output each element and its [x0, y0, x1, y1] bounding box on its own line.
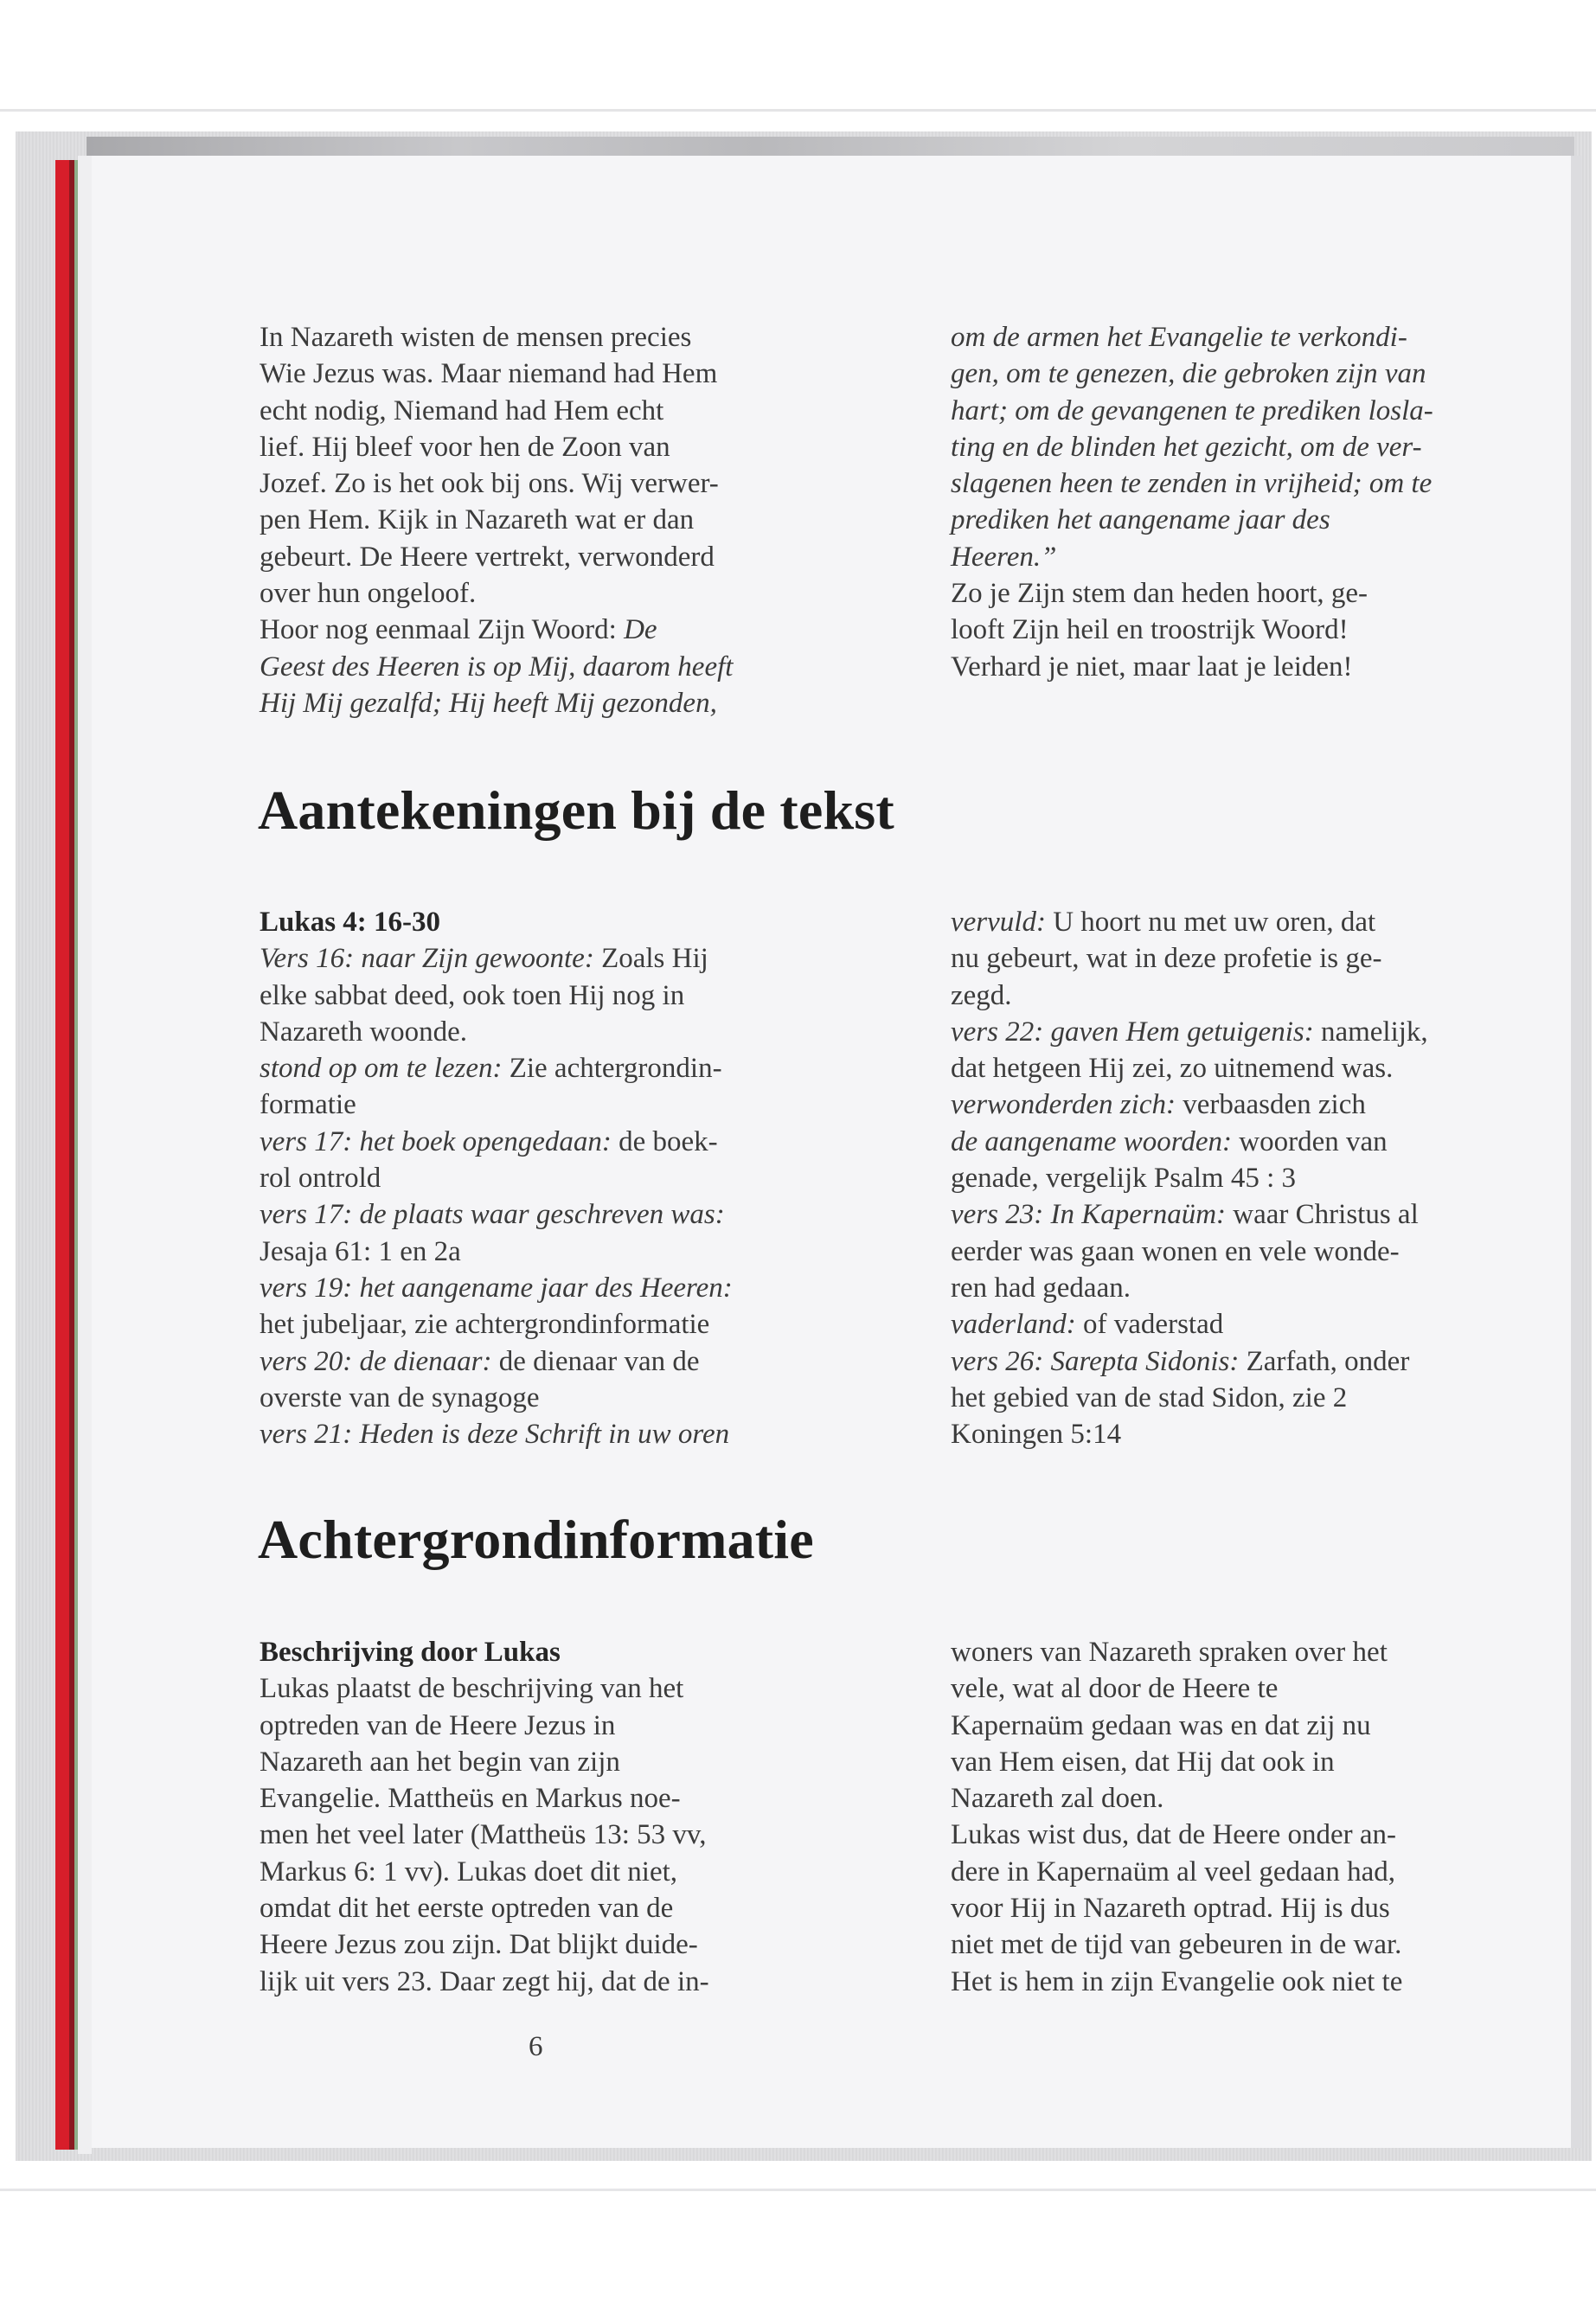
text-line: vele, wat al door de Heere te	[951, 1673, 1279, 1705]
text-line: om de armen het Evangelie te verkondi-	[951, 322, 1407, 353]
note-term: vers 17: de plaats waar geschreven was:	[260, 1199, 725, 1231]
text-line: optreden van de Heere Jezus in	[260, 1709, 616, 1741]
note-text: Zarfath, onder	[1239, 1345, 1410, 1377]
note-text: Zoals Hij	[593, 943, 708, 975]
background-left-column	[260, 1634, 865, 2000]
note-text: Jesaja 61: 1 en 2a	[260, 1235, 461, 1267]
text-line: Verhard je niet, maar laat je leiden!	[951, 651, 1353, 683]
note-text: zegd.	[951, 979, 1012, 1011]
text-line: dere in Kapernaüm al veel gedaan had,	[951, 1856, 1395, 1888]
note-text: waar Christus al	[1226, 1199, 1419, 1231]
note-line	[260, 1343, 865, 1380]
text-line: woners van Nazareth spraken over het	[951, 1637, 1388, 1668]
notes-left-column	[260, 904, 865, 1452]
text-line: prediken het aangename jaar des	[951, 504, 1330, 536]
note-line	[260, 1306, 865, 1343]
note-text: overste van de synagoge	[260, 1381, 540, 1413]
text-line: Evangelie. Mattheüs en Markus noe-	[260, 1783, 681, 1815]
text-line: omdat dit het eerste optreden van de	[260, 1893, 674, 1925]
note-line	[951, 1343, 1556, 1380]
text-line: In Nazareth wisten de mensen precies	[260, 322, 692, 353]
text-line: van Hem eisen, dat Hij dat ook in	[951, 1746, 1335, 1778]
page-edge	[78, 156, 92, 2154]
note-text: het jubeljaar, zie achtergrondinformatie	[260, 1309, 710, 1341]
text-line: Lukas wist dus, dat de Heere onder an-	[951, 1819, 1396, 1851]
note-line	[260, 1124, 865, 1160]
note-line	[260, 1270, 865, 1306]
page-number: 6	[529, 2031, 543, 2062]
note-text: Zie achtergrondin-	[502, 1053, 722, 1085]
note-text: U hoort nu met uw oren, dat	[1045, 907, 1376, 938]
text-line: gebeurt. De Heere vertrekt, verwonderd	[260, 541, 715, 573]
text-line: looft Zijn heil en troostrijk Woord!	[951, 614, 1349, 646]
text-line: Nazareth aan het begin van zijn	[260, 1746, 620, 1778]
background-subheading: Beschrijving door Lukas	[260, 1637, 561, 1668]
notes-heading: Aantekeningen bij de tekst	[258, 779, 894, 841]
note-line	[260, 977, 865, 1014]
note-line	[951, 1160, 1556, 1196]
note-line	[260, 1014, 865, 1050]
text-line: men het veel later (Mattheüs 13: 53 vv,	[260, 1819, 707, 1851]
text-line	[260, 612, 865, 648]
note-line	[260, 1086, 865, 1123]
note-text: het gebied van de stad Sidon, zie 2	[951, 1381, 1348, 1413]
scan-bottom-line	[0, 2189, 1596, 2191]
note-text: nu gebeurt, wat in deze profetie is ge-	[951, 943, 1382, 975]
note-line	[260, 1160, 865, 1196]
intro-left-column	[260, 319, 865, 721]
text-line: Kapernaüm gedaan was en dat zij nu	[951, 1709, 1371, 1741]
text-line: slagenen heen te zenden in vrijheid; om te	[951, 468, 1433, 500]
page-right-edge	[1571, 156, 1581, 2148]
note-term: de aangename woorden:	[951, 1125, 1233, 1157]
notes-right-column	[951, 904, 1556, 1452]
note-text: Koningen 5:14	[951, 1419, 1122, 1451]
note-line	[951, 1306, 1556, 1343]
note-term: vers 20: de dienaar:	[260, 1345, 492, 1377]
text-span: Hoor nog eenmaal Zijn Woord:	[260, 614, 625, 646]
text-line: Nazareth zal doen.	[951, 1783, 1164, 1815]
note-line	[951, 1234, 1556, 1270]
note-line	[951, 940, 1556, 977]
note-text: Nazareth woonde.	[260, 1016, 468, 1048]
note-line	[260, 1050, 865, 1086]
note-term: vervuld:	[951, 907, 1046, 938]
text-line: Zo je Zijn stem dan heden hoort, ge-	[951, 578, 1368, 610]
italic-span: De	[624, 614, 657, 646]
note-text: dat hetgeen Hij zei, zo uitnemend was.	[951, 1053, 1394, 1085]
note-line	[260, 1196, 865, 1233]
note-term: vers 23: In Kapernaüm:	[951, 1199, 1227, 1231]
note-line	[260, 940, 865, 977]
text-line: niet met de tijd van gebeuren in de war.	[951, 1929, 1402, 1961]
text-line: Heere Jezus zou zijn. Dat blijkt duide-	[260, 1929, 698, 1961]
note-term: vers 19: het aangename jaar des Heeren:	[260, 1272, 733, 1304]
text-line: lijk uit vers 23. Daar zegt hij, dat de in-	[260, 1965, 709, 1997]
text-line: voor Hij in Nazareth optrad. Hij is dus	[951, 1893, 1390, 1925]
note-line	[951, 1270, 1556, 1306]
note-text: formatie	[260, 1089, 356, 1121]
text-line: lief. Hij bleef voor hen de Zoon van	[260, 431, 670, 463]
text-line: Lukas plaatst de beschrijving van het	[260, 1673, 684, 1705]
note-term: vers 17: het boek opengedaan:	[260, 1125, 612, 1157]
text-line: Markus 6: 1 vv). Lukas doet dit niet,	[260, 1856, 678, 1888]
text-line: Heeren.”	[951, 541, 1057, 573]
note-line	[951, 1050, 1556, 1086]
text-line: echt nodig, Niemand had Hem echt	[260, 394, 664, 426]
text-line: Geest des Heeren is op Mij, daarom heeft	[260, 651, 734, 683]
text-line: Het is hem in zijn Evangelie ook niet te	[951, 1965, 1403, 1997]
book-spine-red-band	[55, 160, 69, 2150]
notes-subheading: Lukas 4: 16-30	[260, 907, 441, 938]
text-line: Jozef. Zo is het ook bij ons. Wij verwer-	[260, 468, 719, 500]
note-text: genade, vergelijk Psalm 45 : 3	[951, 1163, 1296, 1195]
note-term: vaderland:	[951, 1309, 1076, 1341]
note-term: vers 26: Sarepta Sidonis:	[951, 1345, 1240, 1377]
note-line	[951, 1014, 1556, 1050]
note-text: de dienaar van de	[491, 1345, 700, 1377]
text-line: hart; om de gevangenen te prediken losla-	[951, 394, 1433, 426]
note-text: eerder was gaan wonen en vele wonde-	[951, 1235, 1400, 1267]
note-text: verbaasden zich	[1175, 1089, 1366, 1121]
note-text: elke sabbat deed, ook toen Hij nog in	[260, 979, 685, 1011]
note-line	[260, 1234, 865, 1270]
note-text: namelijk,	[1313, 1016, 1428, 1048]
text-line: gen, om te genezen, die gebroken zijn van	[951, 358, 1426, 390]
text-line: ting en de blinden het gezicht, om de ver-	[951, 431, 1422, 463]
text-line: Hij Mij gezalfd; Hij heeft Mij gezonden,	[260, 687, 717, 719]
note-line	[951, 1196, 1556, 1233]
intro-right-column	[951, 319, 1556, 685]
text-line: pen Hem. Kijk in Nazareth wat er dan	[260, 504, 695, 536]
note-text: ren had gedaan.	[951, 1272, 1131, 1304]
note-text: de boek-	[611, 1125, 718, 1157]
note-line	[260, 1416, 865, 1452]
note-line	[951, 1086, 1556, 1123]
note-line	[260, 1380, 865, 1416]
note-term: verwonderden zich:	[951, 1089, 1176, 1121]
note-line	[951, 1416, 1556, 1452]
text-line: over hun ongeloof.	[260, 578, 477, 610]
note-text: rol ontrold	[260, 1163, 381, 1195]
note-line	[951, 904, 1556, 940]
background-heading: Achtergrondinformatie	[258, 1509, 814, 1570]
note-term: vers 21: Heden is deze Schrift in uw oren	[260, 1419, 730, 1451]
note-line	[951, 1380, 1556, 1416]
note-term: Vers 16: naar Zijn gewoonte:	[260, 943, 594, 975]
note-term: stond op om te lezen:	[260, 1053, 503, 1085]
text-line: Wie Jezus was. Maar niemand had Hem	[260, 358, 718, 390]
note-line	[951, 977, 1556, 1014]
scan-top-line	[0, 109, 1596, 112]
note-line	[951, 1124, 1556, 1160]
background-right-column	[951, 1634, 1556, 2000]
note-text: woorden van	[1232, 1125, 1388, 1157]
note-text: of vaderstad	[1075, 1309, 1224, 1341]
note-term: vers 22: gaven Hem getuigenis:	[951, 1016, 1314, 1048]
